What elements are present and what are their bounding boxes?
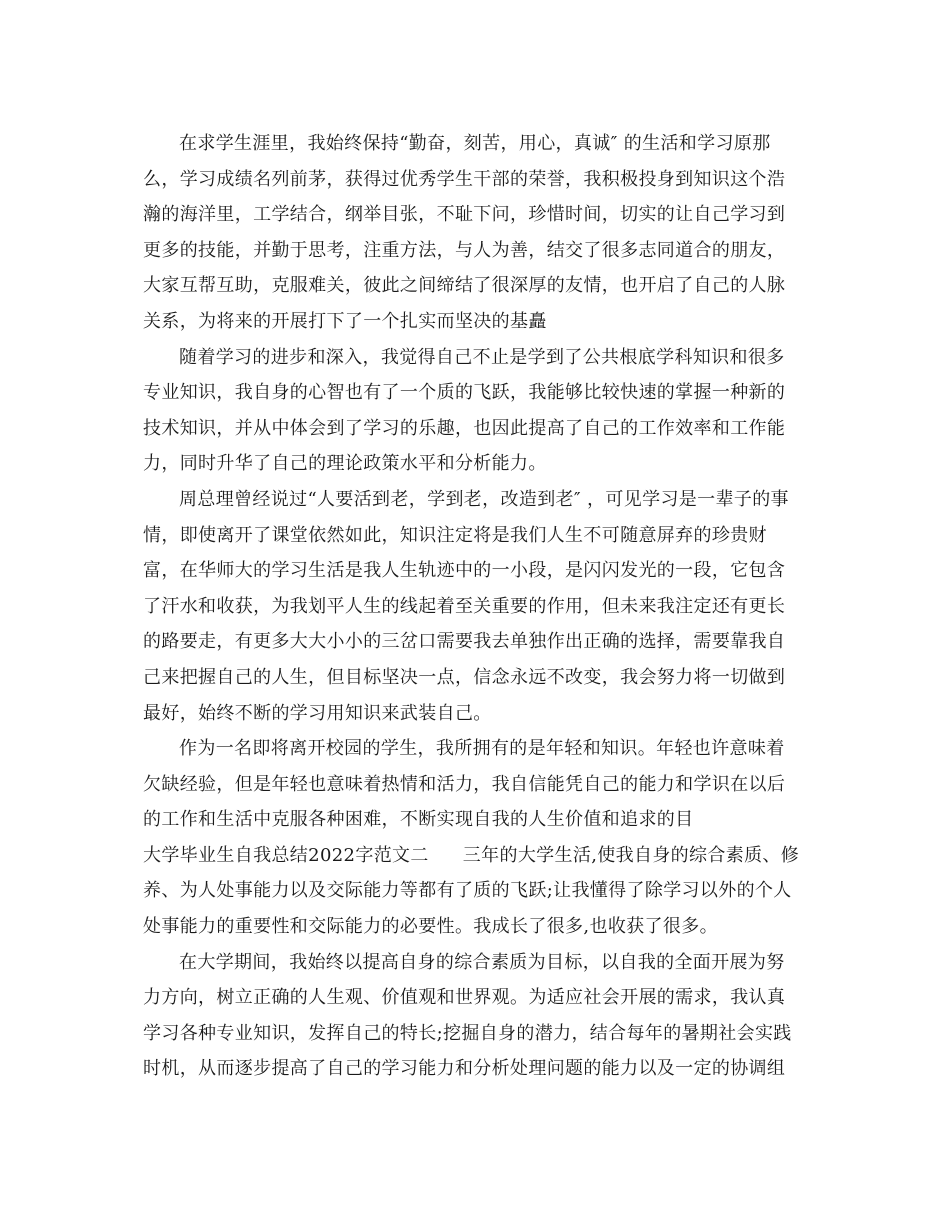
section-heading-line [143, 838, 815, 874]
paragraph-2-line-4: 力，同时升华了自己的理论政策水平和分析能力。 [143, 453, 547, 475]
paragraph-1-line-3: 瀚的海洋里，工学结合，纲举目张，不耻下问，珍惜时间，切实的让自己学习到 [143, 204, 786, 226]
section-intro-text: 三年的大学生活,使我自身的综合素质、修 [462, 844, 800, 866]
paragraph-4-line-1: 作为一名即将离开校园的学生，我所拥有的是年轻和知识。年轻也许意味着 [179, 738, 785, 760]
paragraph-3-line-5: 的路要走，有更多大大小小的三岔口需要我去单独作出正确的选择，需要靠我自 [143, 631, 786, 653]
paragraph-3-line-7: 最好，始终不断的学习用知识来武装自己。 [143, 702, 492, 724]
paragraph-6-line-3: 学习各种专业知识，发挥自己的特长;挖掘自身的潜力，结合每年的暑期社会实践 [143, 1022, 792, 1044]
paragraph-1-line-6: 关系，为将来的开展打下了一个扎实而坚决的基矗 [143, 310, 547, 332]
section-title: 大学毕业生自我总结2022字范文二 [143, 844, 429, 866]
paragraph-5-line-2: 养、为人处事能力以及交际能力等都有了质的飞跃;让我懂得了除学习以外的个人 [143, 880, 792, 902]
paragraph-6-line-4: 时机，从而逐步提高了自己的学习能力和分析处理问题的能力以及一定的协调组 [143, 1058, 786, 1080]
paragraph-1-line-5: 大家互帮互助，克服难关，彼此之间缔结了很深厚的友情，也开启了自己的人脉 [143, 275, 786, 297]
paragraph-3-line-2: 情，即使离开了课堂依然如此，知识注定将是我们人生不可随意屏弃的珍贵财 [143, 524, 767, 546]
paragraph-2-line-2: 专业知识，我自身的心智也有了一个质的飞跃，我能够比较快速的掌握一种新的 [143, 382, 786, 404]
paragraph-6-line-2: 力方向，树立正确的人生观、价值观和世界观。为适应社会开展的需求，我认真 [143, 987, 786, 1009]
paragraph-1-line-1: 在求学生涯里，我始终保持“勤奋，刻苦，用心，真诚″ 的生活和学习原那 [179, 133, 771, 154]
paragraph-4-line-2: 欠缺经验，但是年轻也意味着热情和活力，我自信能凭自己的能力和学识在以后 [143, 773, 786, 795]
paragraph-1-line-2: 么，学习成绩名列前茅，获得过优秀学生干部的荣誉，我积极投身到知识这个浩 [143, 168, 786, 190]
paragraph-6-line-1: 在大学期间，我始终以提高自身的综合素质为目标，以自我的全面开展为努 [179, 951, 785, 973]
paragraph-3-line-6: 己来把握自己的人生，但目标坚决一点，信念永远不改变，我会努力将一切做到 [143, 666, 786, 688]
paragraph-1-line-4: 更多的技能，并勤于思考，注重方法，与人为善，结交了很多志同道合的朋友， [143, 239, 786, 261]
paragraph-3-line-3: 富，在华师大的学习生活是我人生轨迹中的一小段，是闪闪发光的一段，它包含 [143, 560, 786, 582]
paragraph-2-line-3: 技术知识，并从中体会到了学习的乐趣，也因此提高了自己的工作效率和工作能 [143, 417, 786, 439]
document-body [143, 126, 815, 1087]
paragraph-4-line-3: 的工作和生活中克服各种困难，不断实现自我的人生价值和追求的目 [143, 809, 694, 831]
paragraph-3-line-1: 周总理曾经说过“人要活到老，学到老，改造到老″ ，可见学习是一辈子的事 [179, 488, 789, 510]
paragraph-3-line-4: 了汗水和收获，为我划平人生的线起着至关重要的作用，但未来我注定还有更长 [143, 595, 786, 617]
paragraph-5-line-3: 处事能力的重要性和交际能力的必要性。我成长了很多,也收获了很多。 [143, 916, 718, 938]
paragraph-2-line-1: 随着学习的进步和深入，我觉得自己不止是学到了公共根底学科知识和很多 [179, 346, 785, 368]
